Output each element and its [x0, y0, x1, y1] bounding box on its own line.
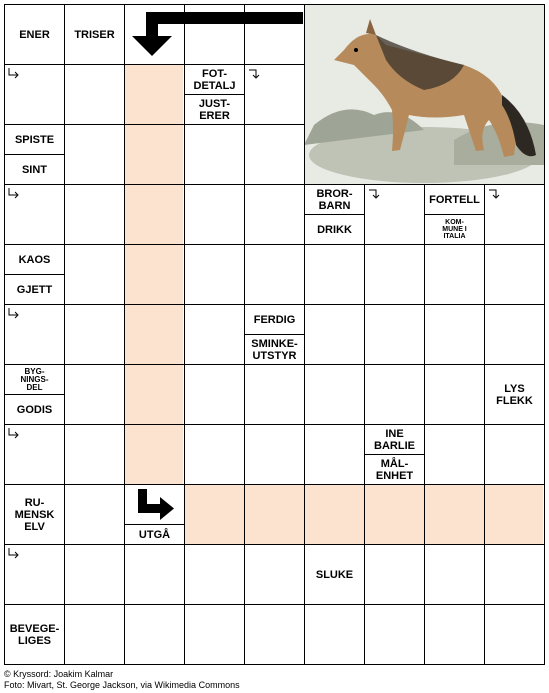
- hook-arrow-icon: [7, 67, 19, 79]
- hook-arrow-icon: [7, 547, 19, 559]
- hook-down-arrow-icon: [368, 187, 380, 199]
- clue-spiste: SPISTE: [14, 133, 55, 146]
- hook-down-arrow-icon: [248, 67, 260, 79]
- hook-arrow-icon: [7, 307, 19, 319]
- clue-kommune-i-italia: KOM- MUNE I ITALIA: [442, 219, 467, 240]
- solution-column[interactable]: [125, 65, 183, 485]
- clue-ener: ENER: [19, 28, 50, 41]
- start-arrow: [128, 6, 303, 62]
- clue-utga: UTGÅ: [138, 528, 171, 541]
- clue-rumensk-elv: RU- MENSK ELV: [14, 496, 55, 533]
- hook-arrow-icon: [7, 427, 19, 439]
- hook-arrow-icon: [7, 187, 19, 199]
- clue-ine-barlie: INE BARLIE: [374, 427, 415, 452]
- clue-sminkeutstyr: SMINKE- UTSTYR: [251, 337, 298, 362]
- clue-godis: GODIS: [16, 403, 53, 416]
- crossword-credit: © Kryssord: Joakim Kalmar: [4, 669, 114, 679]
- clue-bevegeliges: BEVEGE- LIGES: [9, 622, 60, 647]
- clue-triser: TRISER: [74, 28, 115, 41]
- clue-lys-flekk: LYS FLEKK: [496, 382, 533, 407]
- clue-justerer: JUST- ERER: [198, 97, 231, 122]
- end-arrow-icon: [130, 487, 180, 523]
- clue-sluke: SLUKE: [315, 568, 354, 581]
- clue-gjett: GJETT: [16, 283, 53, 296]
- jackal-image: [304, 5, 544, 185]
- clue-fortell: FORTELL: [429, 193, 480, 206]
- jackal-illustration: [304, 5, 544, 185]
- clue-malenhet: MÅL- ENHET: [375, 457, 414, 482]
- photo-credit: Foto: Mivart, St. George Jackson, via Wikimedia Commons: [4, 680, 240, 690]
- hook-down-arrow-icon: [488, 187, 500, 199]
- clue-bygningsdel: BYG- NINGS- DEL: [20, 366, 49, 392]
- clue-sint: SINT: [21, 163, 48, 176]
- clue-brorbarn: BROR- BARN: [316, 187, 353, 212]
- clue-kaos: KAOS: [18, 253, 51, 266]
- clue-ferdig: FERDIG: [253, 313, 296, 326]
- clue-fotdetalj: FOT- DETALJ: [193, 67, 236, 92]
- clue-drikk: DRIKK: [317, 223, 352, 236]
